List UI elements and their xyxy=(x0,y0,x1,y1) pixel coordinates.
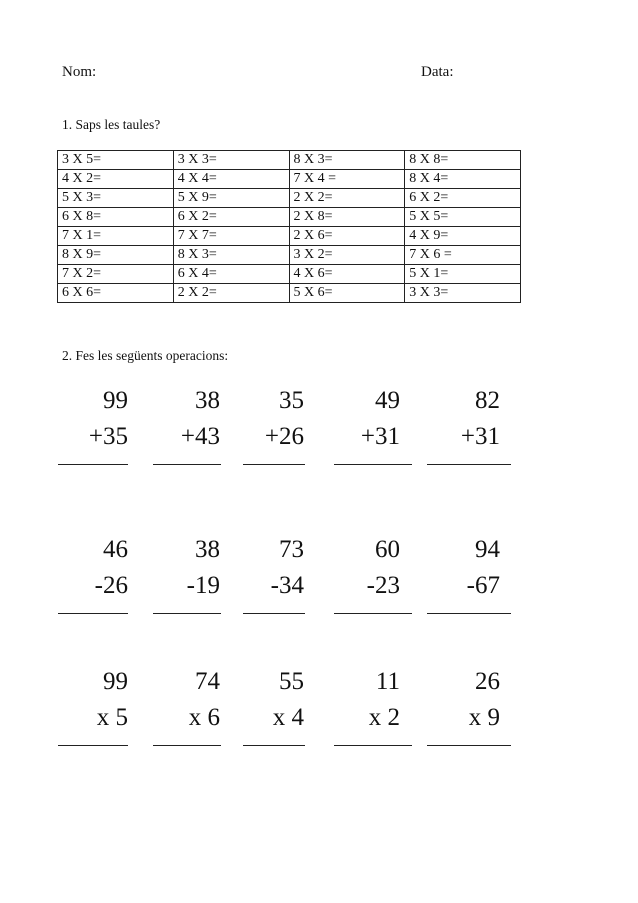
operand-bottom: +26 xyxy=(264,423,304,450)
operand-top: 38 xyxy=(195,387,220,414)
table-row xyxy=(58,265,521,284)
subtraction-problem xyxy=(48,532,128,604)
table-cell: 5 X 6= xyxy=(289,284,405,303)
table-cell: 4 X 9= xyxy=(405,227,521,246)
operand-bottom: -23 xyxy=(366,572,400,599)
multiplication-problem xyxy=(224,664,304,736)
operand-bottom: +31 xyxy=(460,423,500,450)
operand-bottom: +35 xyxy=(88,423,128,450)
answer-line xyxy=(334,745,412,746)
operand-top: 49 xyxy=(375,387,400,414)
answer-line xyxy=(427,464,511,465)
answer-line xyxy=(427,613,511,614)
table-cell: 7 X 7= xyxy=(173,227,289,246)
answer-line xyxy=(58,745,128,746)
answer-line xyxy=(334,464,412,465)
operand-top: 94 xyxy=(475,536,500,563)
table-cell: 5 X 3= xyxy=(58,189,174,208)
multiplication-problem xyxy=(140,664,220,736)
table-cell: 8 X 8= xyxy=(405,151,521,170)
table-cell: 3 X 3= xyxy=(405,284,521,303)
answer-line xyxy=(334,613,412,614)
operand-bottom: x 9 xyxy=(468,704,500,731)
operand-top: 82 xyxy=(475,387,500,414)
table-cell: 8 X 3= xyxy=(289,151,405,170)
table-cell: 7 X 4 = xyxy=(289,170,405,189)
table-row xyxy=(58,208,521,227)
table-cell: 8 X 3= xyxy=(173,246,289,265)
answer-line xyxy=(243,464,305,465)
date-label: Data: xyxy=(421,64,454,80)
table-cell: 3 X 3= xyxy=(173,151,289,170)
answer-line xyxy=(427,745,511,746)
operand-top: 73 xyxy=(279,536,304,563)
table-cell: 2 X 2= xyxy=(289,189,405,208)
table-cell: 4 X 2= xyxy=(58,170,174,189)
table-cell: 6 X 2= xyxy=(173,208,289,227)
table-cell: 2 X 8= xyxy=(289,208,405,227)
answer-line xyxy=(58,464,128,465)
operand-top: 11 xyxy=(375,668,400,695)
addition-problem xyxy=(140,383,220,455)
subtraction-problem xyxy=(420,532,500,604)
answer-line xyxy=(153,613,221,614)
table-cell: 6 X 4= xyxy=(173,265,289,284)
operand-top: 99 xyxy=(103,668,128,695)
name-label: Nom: xyxy=(62,64,97,80)
table-cell: 8 X 9= xyxy=(58,246,174,265)
table-cell: 2 X 6= xyxy=(289,227,405,246)
addition-problem xyxy=(420,383,500,455)
table-cell: 6 X 8= xyxy=(58,208,174,227)
subtraction-problem xyxy=(320,532,400,604)
times-table xyxy=(57,150,521,303)
operand-bottom: -34 xyxy=(270,572,304,599)
operand-bottom: -67 xyxy=(466,572,500,599)
addition-problem xyxy=(48,383,128,455)
operand-bottom: x 5 xyxy=(96,704,128,731)
operand-bottom: +43 xyxy=(180,423,220,450)
operand-bottom: x 2 xyxy=(368,704,400,731)
addition-problem xyxy=(224,383,304,455)
answer-line xyxy=(243,613,305,614)
addition-problem xyxy=(320,383,400,455)
operand-top: 60 xyxy=(375,536,400,563)
operand-bottom: +31 xyxy=(360,423,400,450)
table-row xyxy=(58,246,521,265)
table-cell: 7 X 2= xyxy=(58,265,174,284)
table-row xyxy=(58,151,521,170)
table-cell: 6 X 2= xyxy=(405,189,521,208)
multiplication-problem xyxy=(320,664,400,736)
operand-top: 26 xyxy=(475,668,500,695)
operand-bottom: -26 xyxy=(94,572,128,599)
operand-top: 55 xyxy=(279,668,304,695)
question-2-title: 2. Fes les següents operacions: xyxy=(62,348,229,363)
multiplication-problem xyxy=(48,664,128,736)
table-cell: 5 X 5= xyxy=(405,208,521,227)
table-cell: 3 X 2= xyxy=(289,246,405,265)
operand-bottom: -19 xyxy=(186,572,220,599)
table-cell: 7 X 6 = xyxy=(405,246,521,265)
operand-top: 99 xyxy=(103,387,128,414)
operand-bottom: x 6 xyxy=(188,704,220,731)
table-row xyxy=(58,227,521,246)
multiplication-problem xyxy=(420,664,500,736)
operand-bottom: x 4 xyxy=(272,704,304,731)
answer-line xyxy=(58,613,128,614)
answer-line xyxy=(153,464,221,465)
answer-line xyxy=(153,745,221,746)
table-row xyxy=(58,170,521,189)
table-cell: 5 X 1= xyxy=(405,265,521,284)
table-cell: 6 X 6= xyxy=(58,284,174,303)
operand-top: 74 xyxy=(195,668,220,695)
operand-top: 38 xyxy=(195,536,220,563)
subtraction-problem xyxy=(140,532,220,604)
operand-top: 46 xyxy=(103,536,128,563)
table-cell: 8 X 4= xyxy=(405,170,521,189)
table-cell: 7 X 1= xyxy=(58,227,174,246)
table-row xyxy=(58,189,521,208)
table-cell: 4 X 4= xyxy=(173,170,289,189)
table-cell: 4 X 6= xyxy=(289,265,405,284)
question-1-title: 1. Saps les taules? xyxy=(62,117,161,132)
table-cell: 5 X 9= xyxy=(173,189,289,208)
subtraction-problem xyxy=(224,532,304,604)
table-cell: 2 X 2= xyxy=(173,284,289,303)
operand-top: 35 xyxy=(279,387,304,414)
answer-line xyxy=(243,745,305,746)
table-row xyxy=(58,284,521,303)
table-cell: 3 X 5= xyxy=(58,151,174,170)
